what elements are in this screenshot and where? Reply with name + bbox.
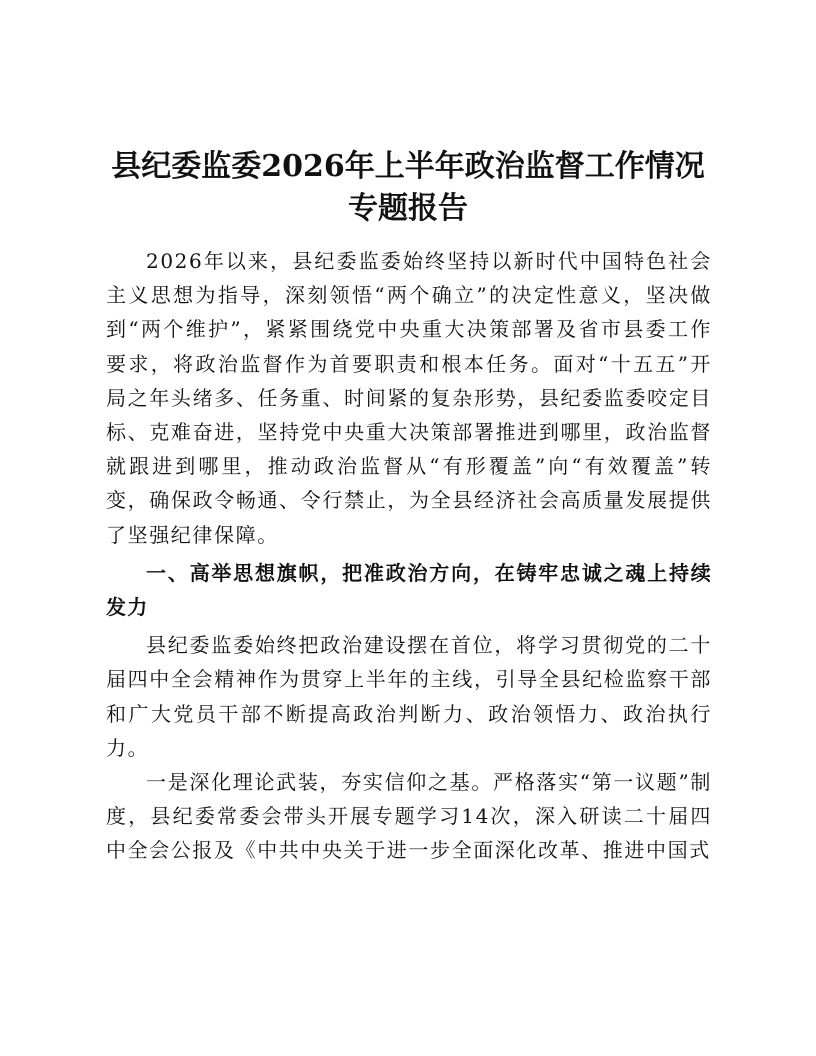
section-paragraph: 县纪委监委始终把政治建设摆在首位，将学习贯彻党的二十届四中全会精神作为贯穿上半年的主线，引导全县纪检监察干部和广大党员干部不断提高政治判断力、政治领悟力、政治执行力。 bbox=[106, 633, 712, 760]
document-title: 县纪委监委2026年上半年政治监督工作情况专题报告 bbox=[111, 149, 705, 226]
intro-paragraph: 2026年以来，县纪委监委始终坚持以新时代中国特色社会主义思想为指导，深刻领悟“两个确立”的决定性意义，坚决做到“两个维护”，紧紧围绕党中央重大决策部署及省市县委工作要求，将政治监督作为首要职责和根本任务。面对“十五五”开局之年头绪多、任务重、时间紧的复杂形势，县纪委监委咬定目标、克难奋进，坚持党中央重大决策部署推进到哪里，政治监督就跟进到哪里，推动政治监督从“有形覆盖”向“有效覆盖”转变，确保政令畅通、令行禁止，为全县经济社会高质量发展提供了坚强纪律保障。 bbox=[106, 249, 712, 547]
section-heading: 一、高举思想旗帜，把准政治方向，在铸牢忠诚之魂上持续发力 bbox=[106, 560, 712, 620]
document-body bbox=[106, 244, 712, 868]
subsection-paragraph: 一是深化理论武装，夯实信仰之基。严格落实“第一议题”制度，县纪委常委会带头开展专题学习14次，深入研读二十届四中全会公报及《中共中央关于进一步全面深化改革、推进中国式 bbox=[106, 770, 712, 863]
